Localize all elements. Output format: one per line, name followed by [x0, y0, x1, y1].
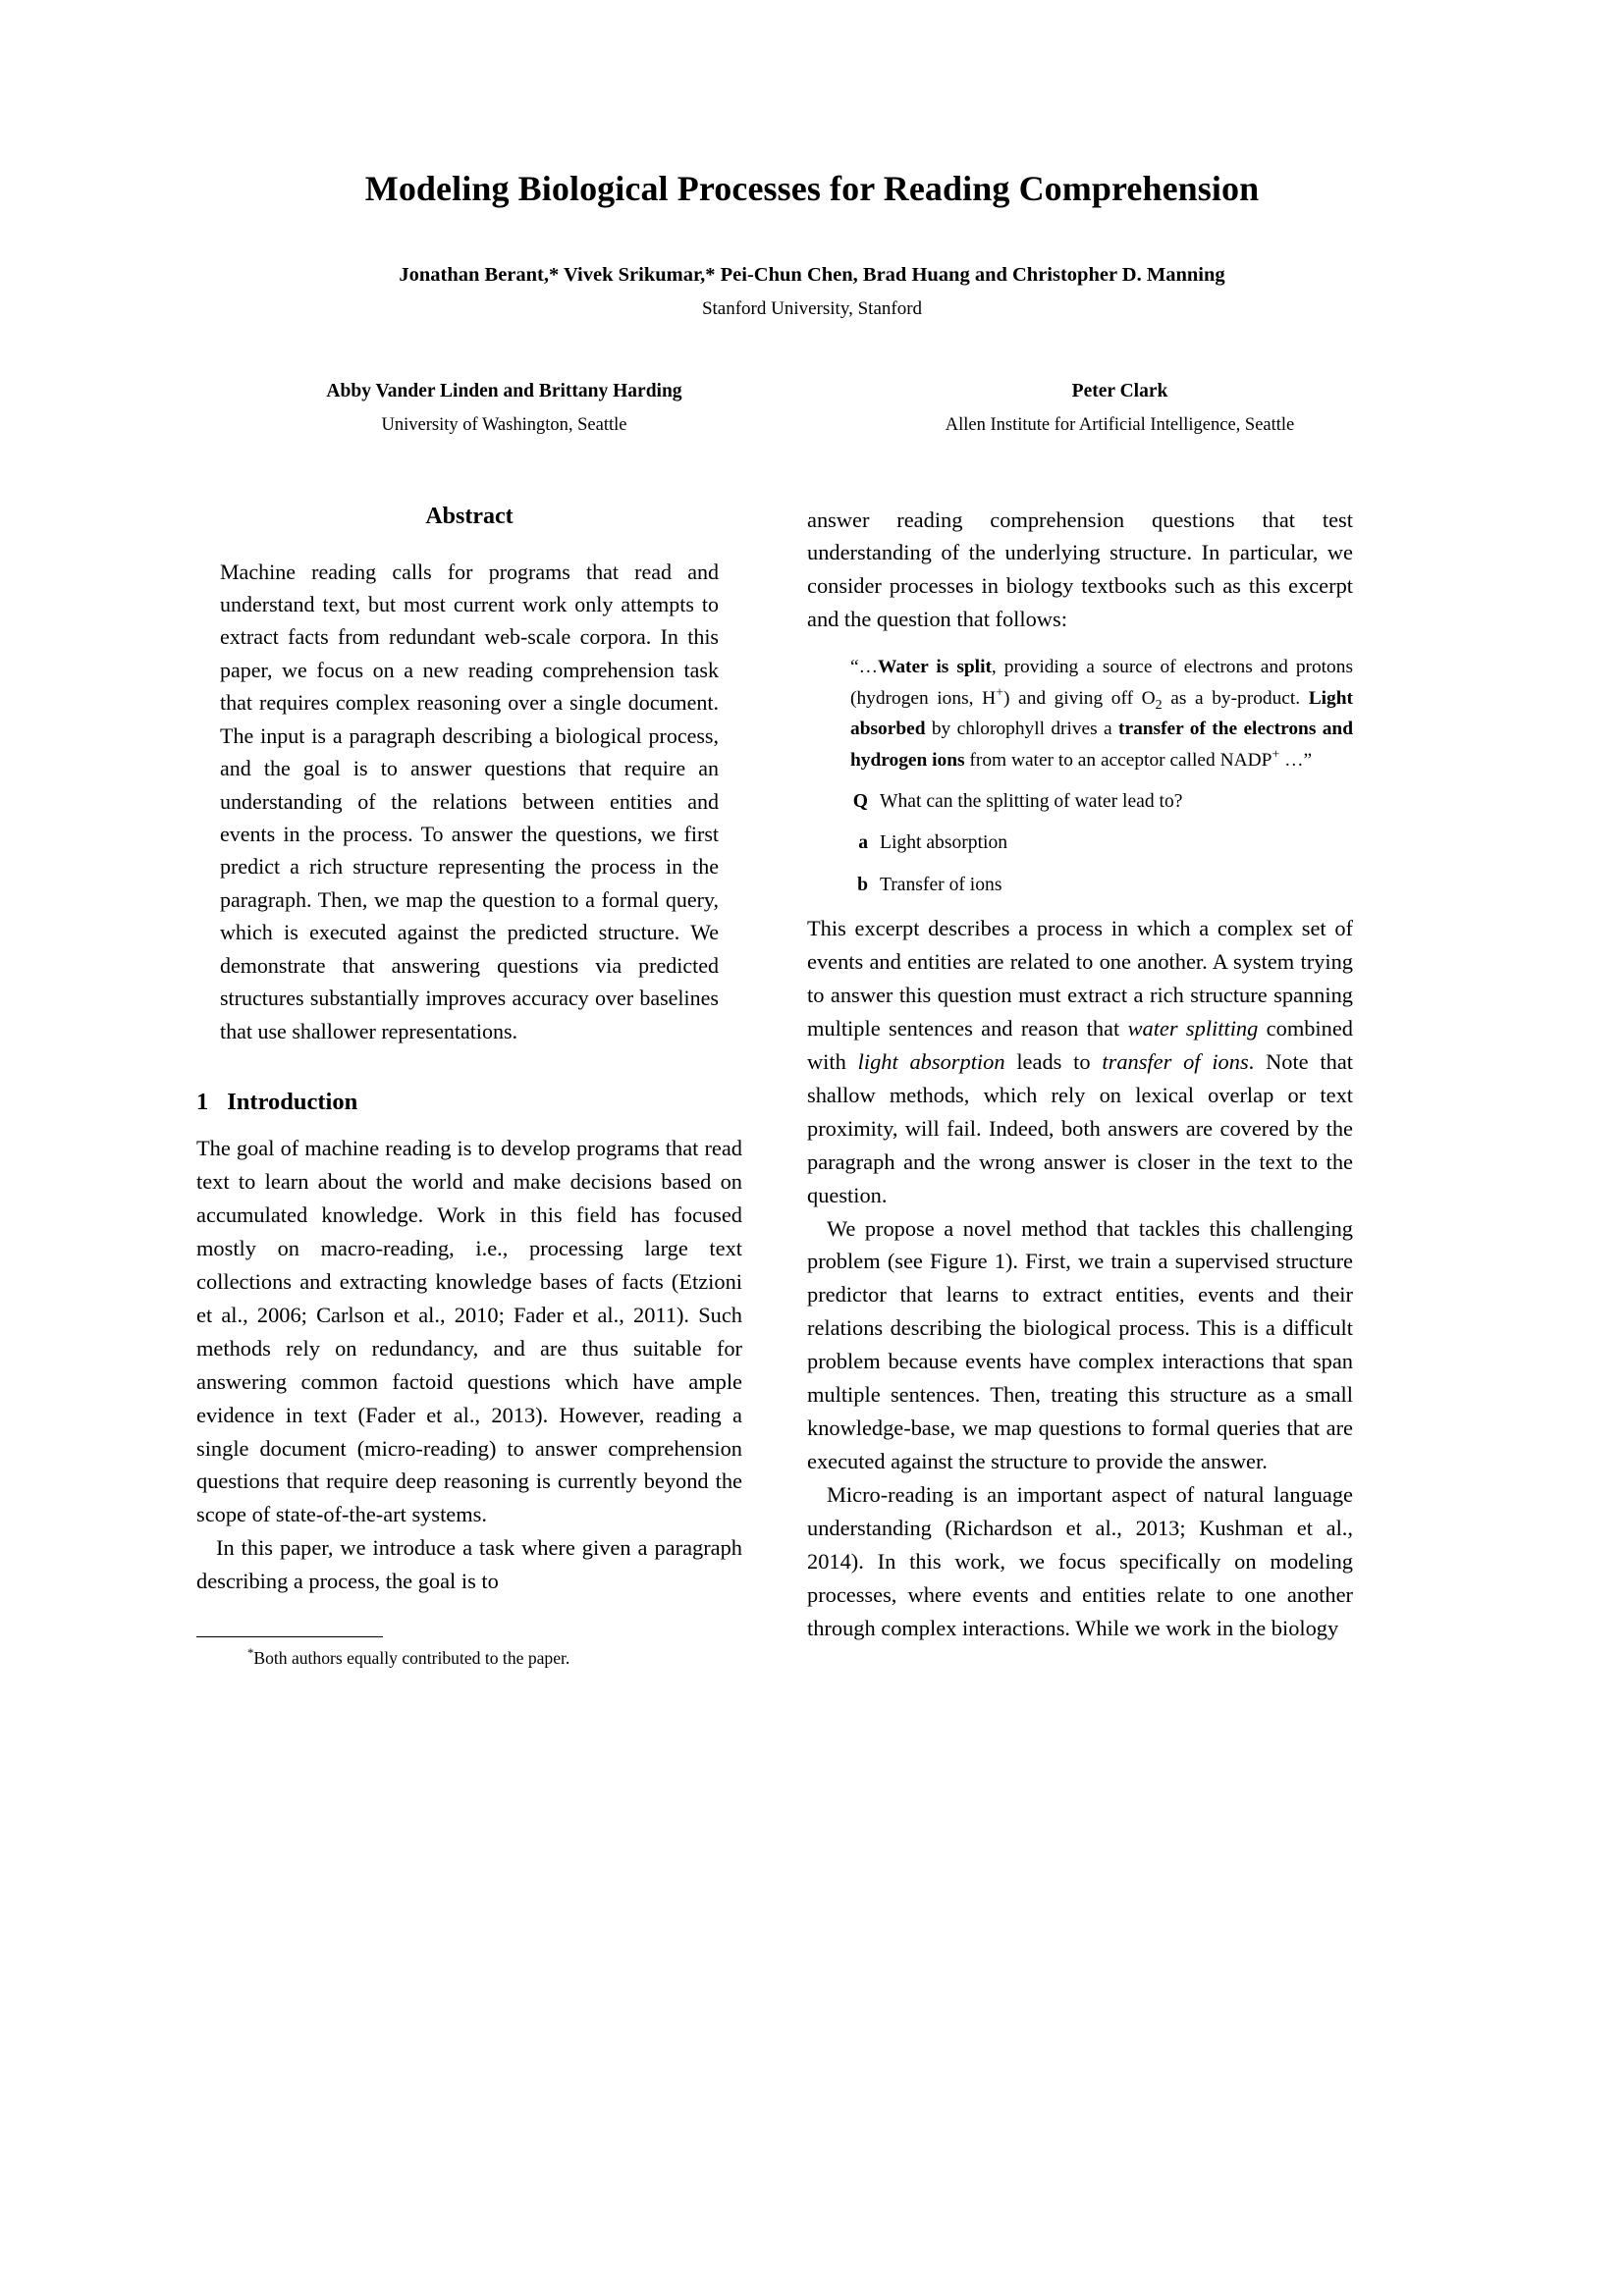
- author-group-names: Peter Clark: [1071, 381, 1168, 402]
- qa-row-answer-b: [850, 871, 1353, 900]
- qa-text: Transfer of ions: [880, 874, 1002, 895]
- excerpt-close-quote: …”: [1279, 749, 1313, 771]
- intro-paragraph-3: [807, 912, 1353, 1211]
- intro-p3-mid-2: leads to: [1004, 1048, 1103, 1074]
- excerpt-text-2: ) and giving off O: [1002, 687, 1156, 709]
- intro-p3-italic-light-absorption: light absorption: [857, 1048, 1005, 1074]
- qa-text: What can the splitting of water lead to?: [880, 791, 1183, 812]
- qa-row-question: [850, 787, 1353, 817]
- author-group-washington: [196, 378, 812, 438]
- footnote-marker: *: [247, 1646, 254, 1661]
- author-group-affiliation: University of Washington, Seattle: [381, 414, 627, 435]
- column-left: [196, 503, 742, 1669]
- column-right: [807, 504, 1353, 1645]
- excerpt-subscript-two: 2: [1155, 697, 1163, 713]
- excerpt-text-3: as a by-product.: [1162, 687, 1309, 709]
- excerpt-text-5: from water to an acceptor called NADP: [964, 749, 1272, 771]
- authors-main: Jonathan Berant,* Vivek Srikumar,* Pei-Chun Chen, Brad Huang and Christopher D. Manning: [399, 264, 1225, 286]
- intro-p3-italic-water-splitting: water splitting: [1127, 1015, 1259, 1041]
- section-title: Introduction: [227, 1089, 358, 1116]
- intro-paragraph-5: Micro-reading is an important aspect of natural language understanding (Richardson et al., 2013; Kushman et al., 2014). In this work, we focus specifically on modeling processes, where events and entities relate to one another through complex interactions. While we work in the biology: [807, 1482, 1353, 1640]
- author-groups: [196, 378, 1428, 438]
- footnote-area: [196, 1636, 742, 1671]
- intro-p3-italic-transfer-of-ions: transfer of ions: [1102, 1048, 1249, 1074]
- footnote-rule: [196, 1636, 383, 1638]
- two-column-body: [196, 503, 1428, 1669]
- excerpt-open-quote: “…: [850, 657, 878, 678]
- author-group-affiliation: Allen Institute for Artificial Intelligence, Seattle: [945, 414, 1295, 435]
- section-heading-introduction: [196, 1089, 742, 1116]
- intro-paragraph-2-part-1: In this paper, we introduce a task where given a paragraph describing a process, the goal is to: [196, 1535, 742, 1594]
- question-answer-block: [807, 787, 1353, 900]
- footnote-body: Both authors equally contributed to the paper.: [253, 1648, 570, 1669]
- excerpt-bold-water-is-split: Water is split: [878, 657, 992, 678]
- excerpt-bold-light-absorbed: Light absorbed: [850, 687, 1353, 740]
- excerpt-bold-transfer-electrons-hydrogen-ions: transfer of the electrons and hydrogen ions: [850, 719, 1353, 771]
- footnote-text: [196, 1646, 742, 1671]
- author-group-names: Abby Vander Linden and Brittany Harding: [326, 381, 682, 402]
- intro-paragraph-1: The goal of machine reading is to develop programs that read text to learn about the world and make decisions based on accumulated knowledge. Work in this field has focused mostly on macro-reading, i.e., processing large text collections and extracting knowledge bases of facts (Etzioni et al., 2006; Carlson et al., 2010; Fader et al., 2011). Such methods rely on redundancy, and are thus suitable for answering common factoid questions which have ample evidence in text (Fader et al., 2013). However, reading a single document (micro-reading) to answer comprehension questions that require deep reasoning is currently beyond the scope of state-of-the-art systems.: [196, 1136, 742, 1527]
- intro-p3-part-1: This excerpt describes a process in which a complex set of events and entities are related to one another. A system trying to answer this question must extract a rich structure spanning multiple sentences and reason that: [807, 916, 1353, 1041]
- abstract-heading: Abstract: [425, 503, 514, 529]
- biology-excerpt: [807, 652, 1353, 775]
- section-number: 1: [196, 1089, 209, 1116]
- qa-row-answer-a: [850, 828, 1353, 858]
- intro-paragraph-2-continued: answer reading comprehension questions that test understanding of the underlying structure. In particular, we consider processes in biology textbooks such as this excerpt and the question that follows:: [807, 507, 1353, 632]
- excerpt-superscript-plus-2: +: [1272, 747, 1280, 763]
- affiliation-main: Stanford University, Stanford: [701, 297, 923, 319]
- qa-text: Light absorption: [880, 832, 1008, 854]
- qa-tag: b: [857, 874, 868, 895]
- qa-tag: Q: [852, 791, 868, 812]
- qa-tag: a: [858, 832, 868, 854]
- abstract-text: Machine reading calls for programs that read and understand text, but most current work only attempts to extract facts from redundant web-scale corpora. In this paper, we focus on a new reading comprehension task that requires complex reasoning over a single document. The input is a paragraph describing a biological process, and the goal is to answer questions that require an understanding of the relations between entities and events in the process. To answer the questions, we first predict a rich structure representing the process in the paragraph. Then, we map the question to a formal query, which is executed against the predicted structure. We demonstrate that answering questions via predicted structures substantially improves accuracy over baselines that use shallower representations.: [220, 559, 719, 1043]
- author-group-allenai: [812, 378, 1428, 438]
- excerpt-text-1: , providing a source of electrons and protons (hydrogen ions, H: [850, 657, 1353, 709]
- intro-p3-mid-1: combined with: [807, 1015, 1353, 1074]
- intro-paragraph-4: We propose a novel method that tackles this challenging problem (see Figure 1). First, we train a supervised structure predictor that learns to extract entities, events and their relations describing the biological process. This is a difficult problem because events have complex interactions that span multiple sentences. Then, treating this structure as a small knowledge-base, we map questions to formal queries that are executed against the structure to provide the answer.: [807, 1215, 1353, 1474]
- excerpt-superscript-plus-1: +: [996, 685, 1003, 701]
- excerpt-text-4: by chlorophyll drives a: [925, 719, 1119, 740]
- intro-p3-end: . Note that shallow methods, which rely on lexical overlap or text proximity, will fail. Indeed, both answers are covered by the paragraph and the wrong answer is closer in the text to the question.: [807, 1048, 1353, 1207]
- page-title: Modeling Biological Processes for Reading Comprehension: [364, 169, 1260, 208]
